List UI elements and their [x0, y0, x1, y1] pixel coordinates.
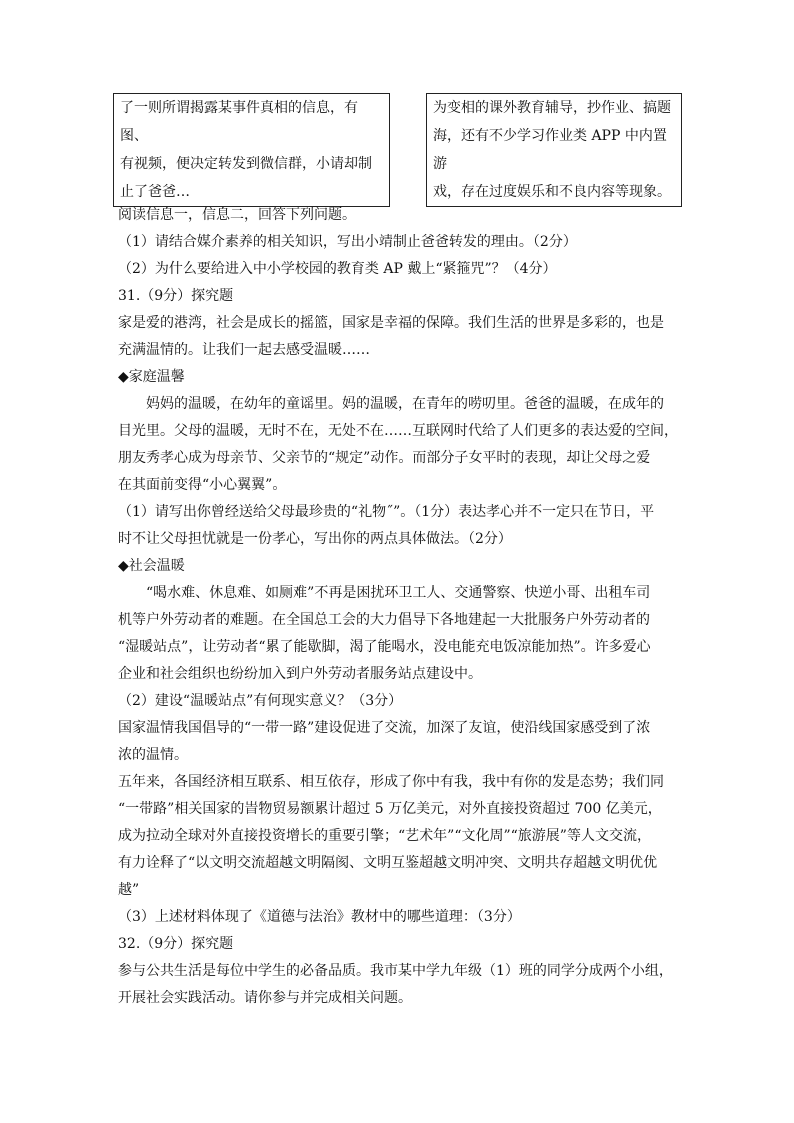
info-box-one-line: 有视频，便决定转发到微信群，小请却制 — [120, 156, 372, 172]
info-box-two-line: 海，还有不少学习作业类 APP 中内置游 — [433, 128, 667, 172]
section-society-text: 企业和社会组织也纷纷加入到户外劳动者服务站点建设中。 — [118, 666, 482, 682]
section-society-text: “湿暖站点”，让劳动者“累了能歇脚，渴了能喝水，没电能充电饭凉能加热”。许多爱心 — [118, 639, 651, 655]
q31-question-1: 时不让父母担忧就是一份孝心，写出你的两点具体做法。（2分） — [118, 531, 512, 547]
info-box-two — [426, 93, 682, 207]
q30-question-1: （1）请结合媒介素养的相关知识，写出小靖制止爸爸转发的理由。（2分） — [118, 234, 577, 250]
q31-question-2: （2）建设“温暖站点”有何现实意义？（3分） — [118, 693, 403, 709]
document-body — [118, 202, 684, 1012]
section-nation-text: 浓的温情。 — [118, 747, 188, 763]
info-box-one — [113, 93, 390, 207]
section-nation-text: 国家温情我国倡导的“一带一路”建设促进了交流，加深了友谊，使沿线国家感受到了浓 — [118, 720, 651, 736]
info-box-one-line: 止了爸爸… — [120, 184, 190, 200]
q32-title: 32.（9分）探究题 — [118, 936, 234, 952]
info-box-two-line: 为变相的课外教育辅导，抄作业、搞题 — [433, 100, 671, 116]
section-nation-text: 越” — [118, 882, 140, 898]
section-society-text: 机等户外劳动者的难题。在全国总工会的大力倡导下各地建起一大批服务户外劳动者的 — [118, 612, 650, 628]
q31-intro-line: 充满温情的。让我们一起去感受温暖…… — [118, 342, 370, 358]
q31-intro-line: 家是爱的港湾，社会是成长的摇篮，国家是幸福的保障。我们生活的世界是多彩的，也是 — [118, 315, 664, 331]
q32-text: 参与公共生活是每位中学生的必备品质。我市某中学九年级（1）班的同学分成两个小组， — [118, 963, 673, 979]
section-society-text: “喝水难、休息难、如厕难”不再是困扰环卫工人、交通警察、快逆小哥、出租车司 — [146, 585, 651, 601]
info-box-two-line: 戏，存在过度娱乐和不良内容等现象。 — [433, 184, 671, 200]
section-family-text: 妈妈的温暖，在幼年的童谣里。妈的温暖，在青年的唠叨里。爸爸的温暖，在成年的 — [146, 396, 664, 412]
q31-question-1: （1）请写出你曾经送给父母最珍贵的“礼物˝”。（1分）表达孝心并不一定只在节日，平 — [118, 504, 655, 520]
q31-title: 31.（9分）探究题 — [118, 288, 234, 304]
section-nation-text: “一带路”相关国家的旹物贸易额累计超过 5 万亿美元，对外直接投资超过 700 亿美元， — [118, 801, 662, 817]
info-box-one-line: 了一则所谓揭露某事件真相的信息，有图、 — [120, 100, 358, 144]
section-society-title: ◆社会温暖 — [118, 558, 185, 574]
q31-question-3: （3）上述材料体现了《道德与法治》教材中的哪些道理：（3分） — [118, 909, 521, 925]
section-family-text: 朋友秀孝心成为母亲节、父亲节的“规定”动作。而部分子女平时的表现，却让父母之爱 — [118, 450, 651, 466]
section-family-text: 在其面前变得“小心翼翼”。 — [118, 477, 287, 493]
q30-question-2: （2）为什么要给进入中小学校园的教育类 AP 戴上“紧箍咒”？（4分） — [118, 261, 557, 277]
section-family-text: 目光里。父母的温暖，无时不在，无处不在……互联网时代给了人们更多的表达爱的空间， — [118, 423, 678, 439]
section-nation-text: 五年来，各国经济相互联系、相互依存，形成了你中有我，我中有你的发是态势；我们同 — [118, 774, 664, 790]
section-family-title: ◆家庭温馨 — [118, 369, 185, 385]
section-nation-text: 成为拉动全球对外直接投资增长的重要引擎；“艺术年”“文化周”“旅游展”等人文交流， — [118, 828, 651, 844]
section-nation-text: 有力诠释了“以文明交流超越文明隔阂、文明互鉴超越文明冲突、文明共存超越文明优优 — [118, 855, 658, 871]
q30-intro: 阅读信息一，信息二，回答下列问题。 — [118, 207, 356, 223]
q32-text: 开展社会实践活动。请你参与并完成相关问题。 — [118, 990, 412, 1006]
